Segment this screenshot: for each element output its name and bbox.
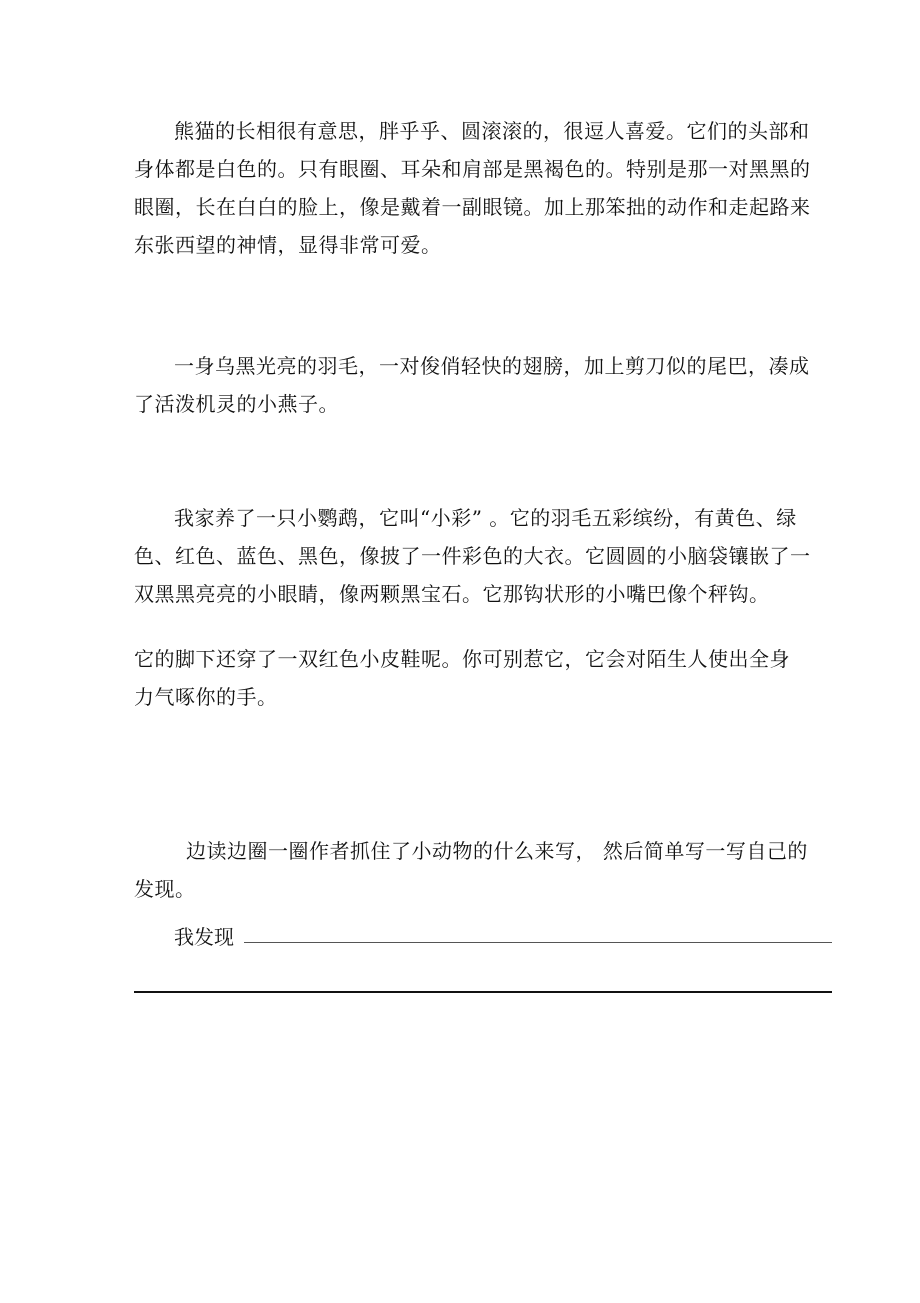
passage-swallow: 一身乌黑光亮的羽毛，一对俊俏轻快的翅膀，加上剪刀似的尾巴，凑成了活泼机灵的小燕子。 [134,354,810,416]
passage-parrot: 我家养了一只小鹦鹉，它叫“小彩” 。它的羽毛五彩缤纷，有黄色、绿色、红色、蓝色、黑色，像披了一件彩色的大衣。它圆圆的小脑袋镶嵌了一双黑黑亮亮的小眼睛，像两颗黑宝石。它那钩状形的小嘴巴像个秤钩。 [134,506,811,606]
answer-label: 我发现 [174,925,234,949]
passage-panda: 熊猫的长相很有意思，胖乎乎、圆滚滚的，很逗人喜爱。它们的头部和身体都是白色的。只有眼圈、耳朵和肩部是黑褐色的。特别是那一对黑黑的眼圈，长在白白的脸上，像是戴着一副眼镜。加上那笨拙的动作和走起路来东张西望的神情，显得非常可爱。 [134,119,811,257]
question-instruction: 边读边圈一圈作者抓住了小动物的什么来写， 然后简单写一写自己的发现。 [134,839,808,901]
passage-parrot-continued: 它的脚下还穿了一双红色小皮鞋呢。你可别惹它，它会对陌生人使出全身力气啄你的手。 [134,647,790,709]
answer-line-first[interactable] [244,942,832,943]
answer-line-second[interactable] [134,991,832,993]
